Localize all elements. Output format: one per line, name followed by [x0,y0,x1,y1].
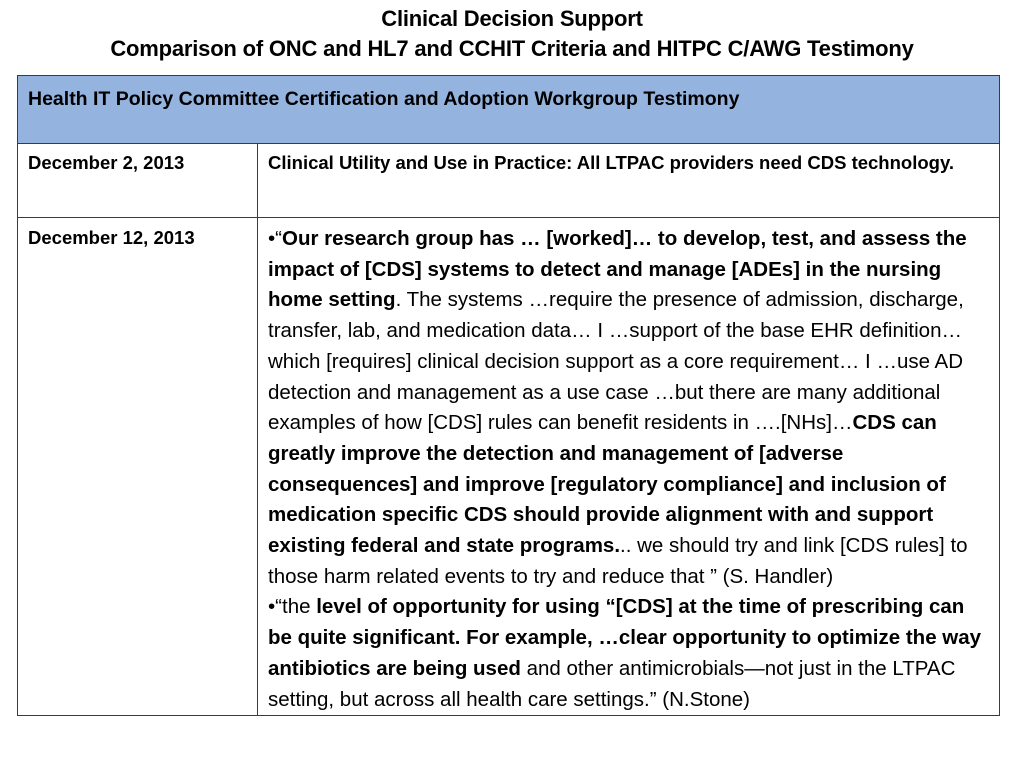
testimony-table [17,75,1000,716]
table-row [18,218,1000,716]
date-cell: December 2, 2013 [18,144,258,218]
quote-bold-text: level of opportunity for using “[CDS] at the time of prescribing can be quite significant. For example, …clear opportunity to optimize the way antibiotics are being used [268,595,982,680]
title-line-1: Clinical Decision Support [381,6,643,31]
date-cell: December 12, 2013 [18,218,258,716]
content-cell [258,218,1000,716]
quote-text: .. we should try and link [CDS rules] to those harm related events to try and reduce that ” (S. Handler) [268,534,968,588]
bullet: •“the [268,595,317,619]
quote-stone [268,592,991,715]
quote-handler [268,224,991,592]
quote-bold-text: Our research group has … [worked]… to develop, test, and assess the impact of [CDS] systems to detect and manage [ADEs] in the nursing home setting [268,227,967,312]
quote-bold-text: CDS can greatly improve the detection and management of [adverse consequences] and improve [regulatory compliance] and inclusion of medication specific CDS should provide alignment with and support existing federal and state programs. [268,411,946,558]
quote-text: and other antimicrobials—not just in the LTPAC setting, but across all health care settings.” (N.Stone) [268,656,956,711]
bullet: •“ [268,227,283,250]
quote-text: . The systems …require the presence of admission, discharge, transfer, lab, and medication data… I …support of the base EHR definition… which [requires] clinical decision support as a core requirement… I …use AD detection and management as a use case …but there are many additional examples of how [CDS] rules can benefit residents in ….[NHs]… [268,288,964,435]
table-header-row [18,76,1000,144]
title-line-2: Comparison of ONC and HL7 and CCHIT Criteria and HITPC C/AWG Testimony [110,36,914,61]
content-cell: Clinical Utility and Use in Practice: All LTPAC providers need CDS technology. [258,144,1000,218]
table-row [18,144,1000,218]
slide-title [0,4,1024,64]
table-header: Health IT Policy Committee Certification and Adoption Workgroup Testimony [18,76,1000,144]
